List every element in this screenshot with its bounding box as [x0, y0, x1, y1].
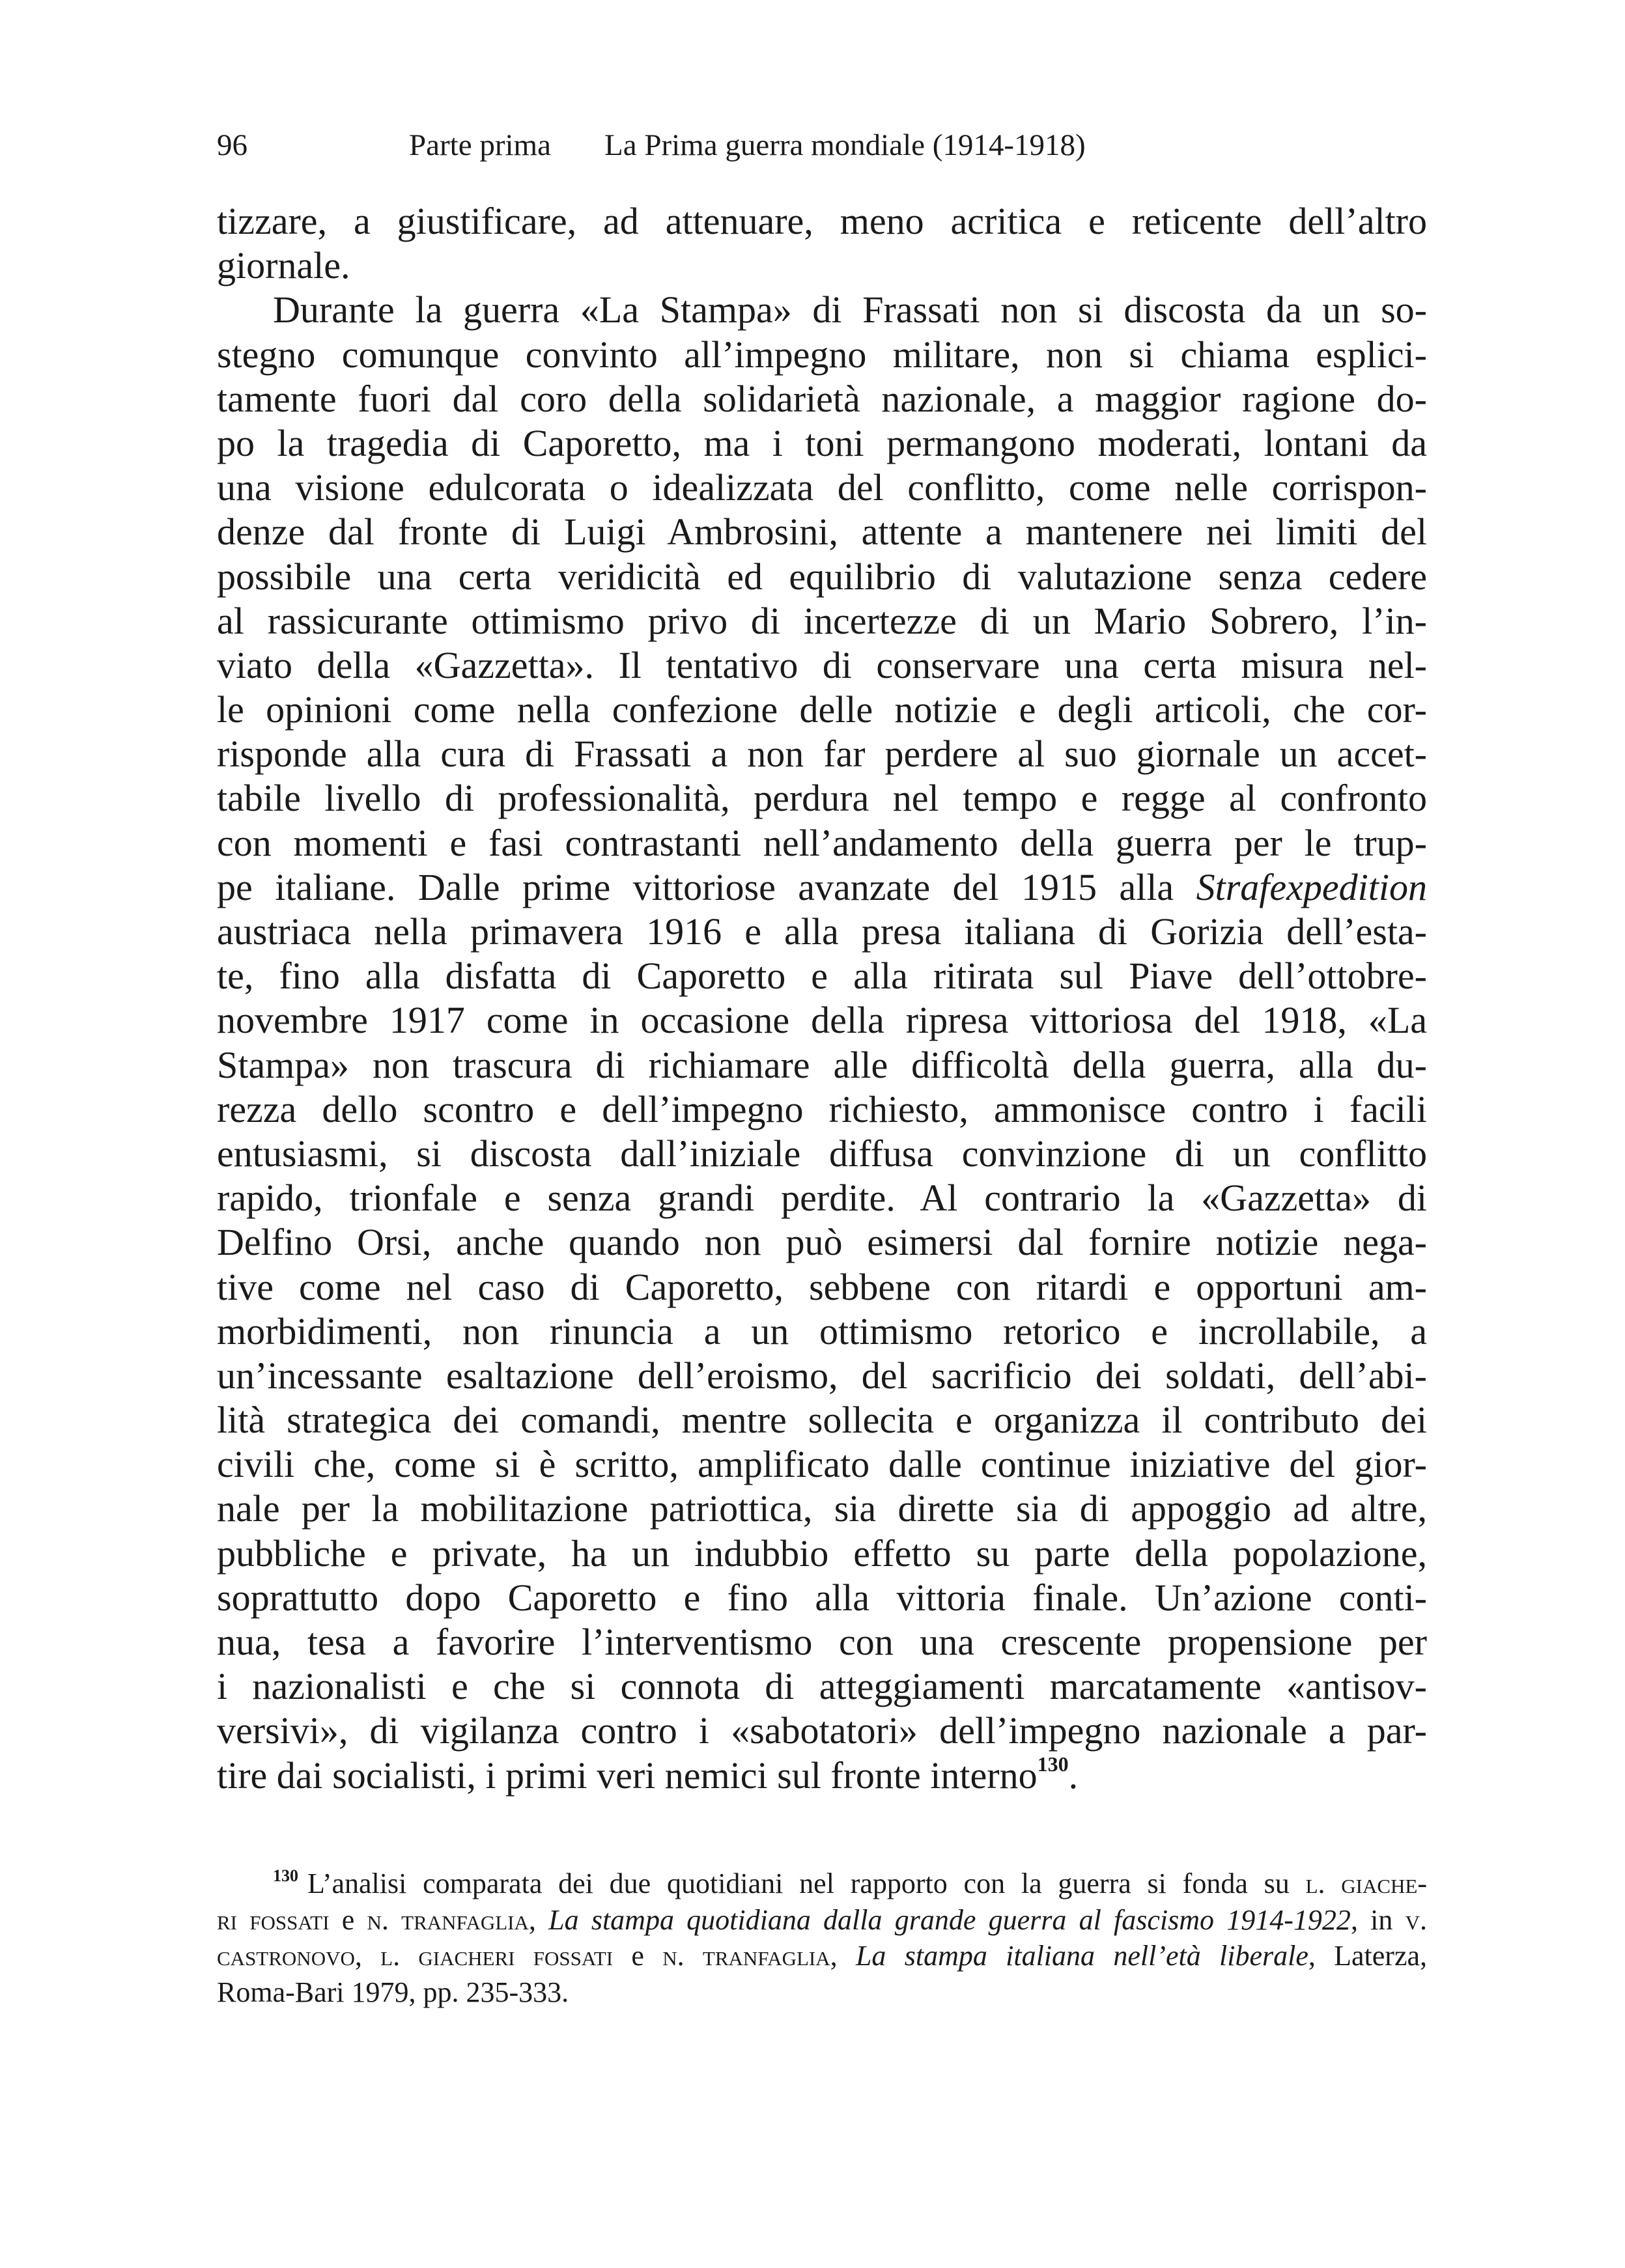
text-line: nale per la mobilitazione patriottica, sia dirette sia di appoggio ad altre,: [217, 1487, 1427, 1530]
text-line: pubbliche e private, ha un indubbio effetto su parte della popolazione,: [217, 1532, 1427, 1575]
text-line: soprattutto dopo Caporetto e fino alla vittoria finale. Un’azione conti-: [217, 1576, 1427, 1619]
header-part: Parte prima: [409, 128, 551, 162]
body-text: [217, 199, 1427, 1798]
text-line: tabile livello di professionalità, perdura nel tempo e regge al confronto: [217, 777, 1427, 820]
book-title: La stampa italiana nell’età liberale: [855, 1940, 1308, 1972]
text-line: al rassicurante ottimismo privo di incertezze di un Mario Sobrero, l’in-: [217, 599, 1427, 642]
text-line: tizzare, a giustificare, ad attenuare, meno acritica e reticente dell’altro: [217, 200, 1427, 242]
text-line: lità strategica dei comandi, mentre sollecita e organizza il contributo dei: [217, 1399, 1427, 1442]
author-name: l. giache-: [1305, 1868, 1427, 1899]
author-name: n. tranfaglia: [662, 1940, 830, 1972]
footnote-line: [217, 1902, 1427, 1939]
text-line: tamente fuori dal coro della solidarietà nazionale, a maggior ragione do-: [217, 377, 1427, 420]
text-line: i nazionalisti e che si connota di atteggiamenti marcatamente «antisov-: [217, 1665, 1427, 1708]
text-line: con momenti e fasi contrastanti nell’andamento della guerra per le trup-: [217, 821, 1427, 864]
text-line: risponde alla cura di Frassati a non far perdere al suo giornale un accet-: [217, 733, 1427, 776]
text-run: , in: [1350, 1903, 1406, 1936]
text-line: stegno comunque convinto all’impegno militare, non si chiama esplici-: [217, 333, 1427, 376]
text-line: possibile una certa veridicità ed equilibrio di valutazione senza cedere: [217, 555, 1427, 598]
text-line: entusiasmi, si discosta dall’iniziale diffusa convinzione di un conflitto: [217, 1132, 1427, 1175]
text-run: ,: [528, 1903, 549, 1936]
text-line: nua, tesa a favorire l’interventismo con una crescente propensione per: [217, 1621, 1427, 1663]
text-line: po la tragedia di Caporetto, ma i toni permangono moderati, lontani da: [217, 421, 1427, 464]
author-name: ri fossati: [217, 1903, 330, 1936]
text-line: tive come nel caso di Caporetto, sebbene con ritardi e opportuni am-: [217, 1265, 1427, 1308]
text-line: austriaca nella primavera 1916 e alla presa italiana di Gorizia dell’esta-: [217, 910, 1427, 953]
author-name: n. tranfaglia: [367, 1903, 529, 1936]
text-line: viato della «Gazzetta». Il tentativo di conservare una certa misura nel-: [217, 643, 1427, 686]
text-line: una visione edulcorata o idealizzata del conflitto, come nelle corrispon-: [217, 466, 1427, 509]
footnote-line: [217, 1866, 1427, 1902]
author-name: castronovo, l. giacheri fossati: [217, 1940, 614, 1972]
text-line: giornale.: [217, 244, 350, 287]
footnote-reference[interactable]: 130: [1037, 1752, 1069, 1776]
book-title: La stampa quotidiana dalla grande guerra al fascismo 1914-1922: [548, 1903, 1351, 1936]
page-number: 96: [217, 128, 247, 162]
text-line: novembre 1917 come in occasione della ripresa vittoriosa del 1918, «La: [217, 999, 1427, 1042]
text-line: rapido, trionfale e senza grandi perdite. Al contrario la «Gazzetta» di: [217, 1177, 1427, 1220]
text-run: e: [329, 1903, 367, 1936]
text-line: civili che, come si è scritto, amplificato dalle continue iniziative del gior-: [217, 1443, 1427, 1486]
running-header: [217, 122, 1428, 168]
text-run: e: [613, 1940, 663, 1972]
author-name: v.: [1405, 1903, 1427, 1936]
text-run: , Laterza,: [1308, 1940, 1428, 1972]
footnote-line: Roma-Bari 1979, pp. 235-333.: [217, 1976, 569, 2008]
text-line: Delfino Orsi, anche quando non può esimersi dal fornire notizie nega-: [217, 1221, 1427, 1264]
text-run: tire dai socialisti, i primi veri nemici sul fronte interno: [217, 1754, 1038, 1797]
text-line: morbidimenti, non rinuncia a un ottimismo retorico e incrollabile, a: [217, 1309, 1427, 1352]
text-line: te, fino alla disfatta di Caporetto e alla ritirata sul Piave dell’ottobre-: [217, 955, 1427, 998]
text-line: versivi», di vigilanza contro i «sabotatori» dell’impegno nazionale a par-: [217, 1709, 1427, 1752]
footnote: [217, 1866, 1427, 2010]
footnote-number: 130: [273, 1866, 298, 1885]
text-line: [217, 1754, 1427, 1798]
text-line: le opinioni come nella confezione delle notizie e degli articoli, che cor-: [217, 688, 1427, 731]
text-line: Stampa» non trascura di richiamare alle difficoltà della guerra, alla du-: [217, 1043, 1427, 1086]
text-run: ,: [830, 1940, 856, 1972]
text-line: Durante la guerra «La Stampa» di Frassati non si discosta da un so-: [273, 288, 1427, 331]
text-run: pe italiane. Dalle prime vittoriose avanzate del 1915 alla: [217, 865, 1196, 908]
header-chapter: La Prima guerra mondiale (1914-1918): [604, 128, 1086, 162]
text-line: un’incessante esaltazione dell’eroismo, del sacrificio dei soldati, dell’abi-: [217, 1354, 1427, 1397]
period: .: [1068, 1754, 1079, 1797]
text-run: L’analisi comparata dei due quotidiani nel rapporto con la guerra si fonda su: [307, 1868, 1306, 1899]
text-line: denze dal fronte di Luigi Ambrosini, attente a mantenere nei limiti del: [217, 511, 1427, 553]
text-line: [217, 865, 1427, 910]
footnote-line: [217, 1938, 1427, 1974]
text-line: rezza dello scontro e dell’impegno richiesto, ammonisce contro i facili: [217, 1087, 1427, 1130]
italic-term: Strafexpedition: [1196, 865, 1427, 908]
